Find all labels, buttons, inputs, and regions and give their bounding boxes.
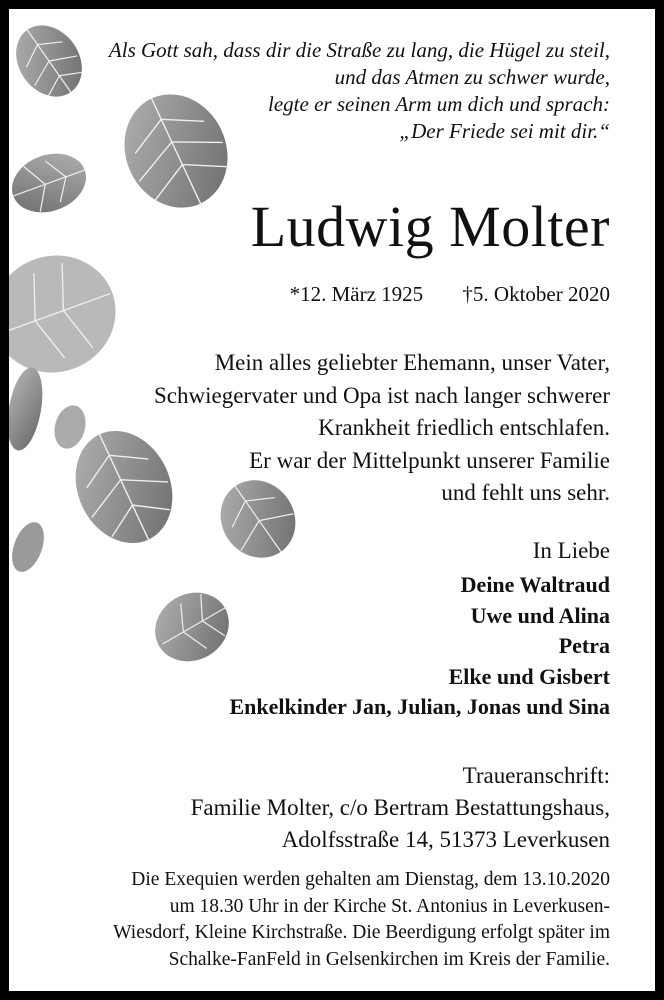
deceased-name: Ludwig Molter: [250, 194, 610, 259]
death-date: †5. Oktober 2020: [462, 282, 610, 306]
poem-line: legte er seinen Arm um dich und sprach:: [268, 92, 610, 116]
service-line: Wiesdorf, Kleine Kirchstraße. Die Beerdigung erfolgt später im: [113, 922, 610, 943]
life-dates: [290, 281, 610, 307]
closing-phrase: In Liebe: [532, 538, 610, 563]
poem-line: „Der Friede sei mit dir.“: [399, 119, 610, 143]
address-line: Adolfsstraße 14, 51373 Leverkusen: [281, 827, 610, 852]
mourners-list: [230, 570, 611, 723]
address-label: Traueranschrift:: [462, 763, 610, 788]
poem: [109, 37, 610, 145]
leaf-icon: [9, 13, 95, 110]
mourner: Petra: [558, 633, 610, 658]
poem-line: Als Gott sah, dass dir die Straße zu lang, die Hügel zu steil,: [108, 38, 610, 62]
leaf-icon: [9, 518, 50, 576]
message-line: und fehlt uns sehr.: [441, 480, 610, 505]
leaf-icon: [9, 365, 48, 453]
leaf-icon: [143, 579, 242, 674]
message-line: Er war der Mittelpunkt unserer Familie: [249, 447, 610, 473]
funeral-service-info: [113, 867, 610, 973]
obituary-message: [154, 347, 610, 510]
service-line: um 18.30 Uhr in der Kirche St. Antonius in Leverkusen-: [169, 895, 610, 917]
leaf-icon: [50, 402, 90, 452]
mourner: Deine Waltraud: [460, 572, 610, 597]
service-line: Die Exequien werden gehalten am Dienstag, dem 13.10.2020: [131, 869, 610, 890]
mourner: Enkelkinder Jan, Julian, Jonas und Sina: [229, 694, 610, 719]
poem-line: und das Atmen zu schwer wurde,: [334, 65, 610, 89]
mourner: Elke und Gisbert: [448, 663, 610, 689]
service-line: Schalke-FanFeld in Gelsenkirchen im Kreis der Familie.: [168, 948, 610, 970]
mourner: Uwe und Alina: [470, 602, 610, 628]
address-line: Familie Molter, c/o Bertram Bestattungshaus,: [190, 795, 610, 820]
message-line: Mein alles geliebter Ehemann, unser Vater,: [214, 350, 610, 375]
message-line: Schwiegervater und Opa ist nach langer schwerer: [154, 382, 610, 408]
leaf-icon: [9, 144, 94, 223]
birth-date: *12. März 1925: [289, 282, 424, 306]
mourning-address: [191, 792, 610, 856]
message-line: Krankheit friedlich entschlafen.: [318, 415, 610, 440]
leaf-icon: [9, 238, 132, 389]
